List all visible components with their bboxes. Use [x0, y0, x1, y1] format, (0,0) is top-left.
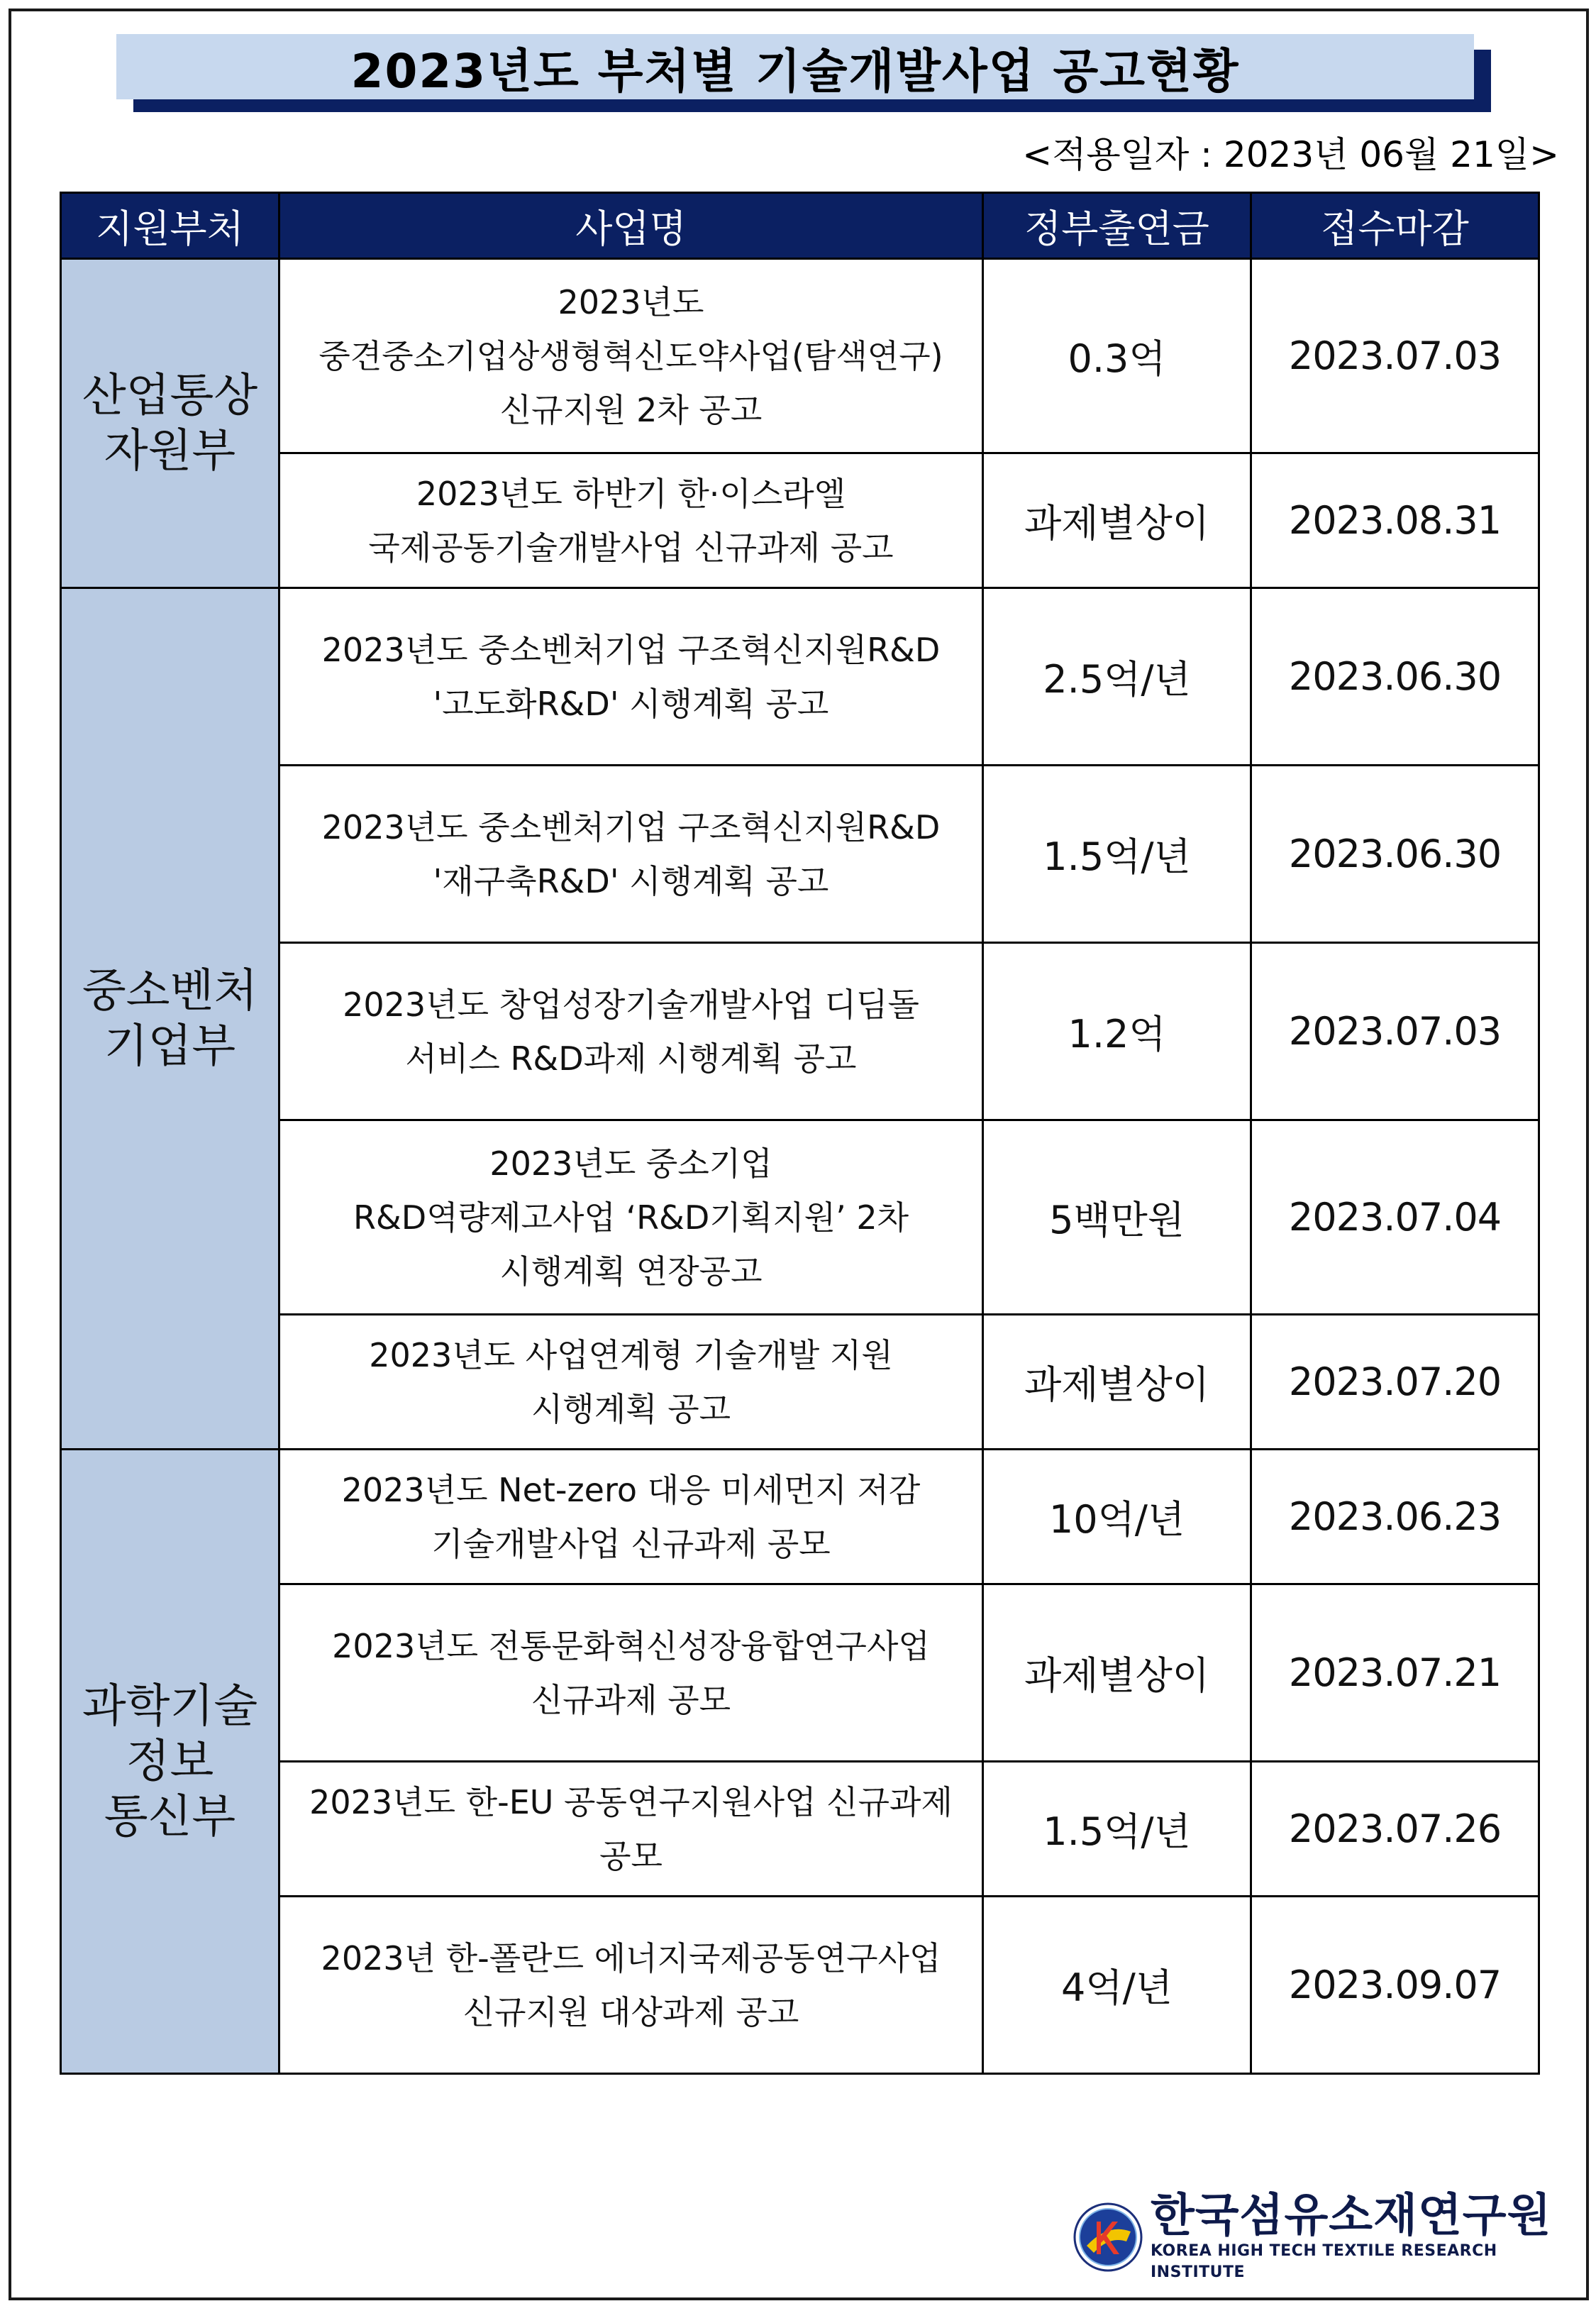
- effective-date: <적용일자 : 2023년 06월 21일>: [1022, 134, 1559, 175]
- funding-cell: 1.5억/년: [983, 1762, 1251, 1897]
- project-cell: 2023년도 사업연계형 기술개발 지원 시행계획 공고: [279, 1315, 983, 1450]
- project-cell: 2023년도 하반기 한·이스라엘 국제공동기술개발사업 신규과제 공고: [279, 453, 983, 588]
- table-row: [61, 1584, 1539, 1762]
- table-row: [61, 588, 1539, 766]
- project-cell: 2023년도 창업성장기술개발사업 디딤돌 서비스 R&D과제 시행계획 공고: [279, 943, 983, 1120]
- table-row: [61, 1120, 1539, 1315]
- header-funding: 정부출연금: [983, 193, 1251, 259]
- table-row: [61, 1897, 1539, 2074]
- deadline-cell: 2023.06.30: [1251, 766, 1539, 943]
- deadline-cell: 2023.07.21: [1251, 1584, 1539, 1762]
- page-title: 2023년도 부처별 기술개발사업 공고현황: [116, 34, 1474, 99]
- funding-cell: 5백만원: [983, 1120, 1251, 1315]
- table-row: [61, 1315, 1539, 1450]
- table-row: [61, 1762, 1539, 1897]
- project-cell: 2023년도 한-EU 공동연구지원사업 신규과제 공모: [279, 1762, 983, 1897]
- deadline-cell: 2023.08.31: [1251, 453, 1539, 588]
- project-cell: 2023년도 전통문화혁신성장융합연구사업 신규과제 공모: [279, 1584, 983, 1762]
- project-cell: 2023년도 중소벤처기업 구조혁신지원R&D '고도화R&D' 시행계획 공고: [279, 588, 983, 766]
- funding-cell: 2.5억/년: [983, 588, 1251, 766]
- table-row: [61, 259, 1539, 453]
- funding-cell: 1.2억: [983, 943, 1251, 1120]
- deadline-cell: 2023.07.20: [1251, 1315, 1539, 1450]
- deadline-cell: 2023.06.23: [1251, 1450, 1539, 1584]
- institute-logo: [1073, 2190, 1555, 2281]
- funding-cell: 과제별상이: [983, 453, 1251, 588]
- project-cell: 2023년도 중소기업 R&D역량제고사업 ‘R&D기획지원’ 2차 시행계획 연장공고: [279, 1120, 983, 1315]
- funding-cell: 과제별상이: [983, 1584, 1251, 1762]
- funding-cell: 과제별상이: [983, 1315, 1251, 1450]
- table-header-row: [61, 193, 1539, 259]
- institute-name-en: KOREA HIGH TECH TEXTILE RESEARCH INSTITUTE: [1151, 2242, 1497, 2281]
- deadline-cell: 2023.09.07: [1251, 1897, 1539, 2074]
- project-cell: 2023년도 중견중소기업상생형혁신도약사업(탐색연구) 신규지원 2차 공고: [279, 259, 983, 453]
- funding-cell: 0.3억: [983, 259, 1251, 453]
- deadline-cell: 2023.06.30: [1251, 588, 1539, 766]
- department-cell: 과학기술 정보 통신부: [61, 1450, 279, 2074]
- header-department: 지원부처: [61, 193, 279, 259]
- project-cell: 2023년도 Net-zero 대응 미세먼지 저감 기술개발사업 신규과제 공모: [279, 1450, 983, 1584]
- department-cell: 산업통상 자원부: [61, 259, 279, 588]
- funding-cell: 1.5억/년: [983, 766, 1251, 943]
- department-cell: 중소벤처 기업부: [61, 588, 279, 1450]
- table-row: [61, 943, 1539, 1120]
- table-row: [61, 1450, 1539, 1584]
- deadline-cell: 2023.07.03: [1251, 259, 1539, 453]
- institute-name-kr: 한국섬유소재연구원: [1151, 2190, 1552, 2242]
- header-project: 사업명: [279, 193, 983, 259]
- header-deadline: 접수마감: [1251, 193, 1539, 259]
- deadline-cell: 2023.07.04: [1251, 1120, 1539, 1315]
- project-cell: 2023년도 중소벤처기업 구조혁신지원R&D '재구축R&D' 시행계획 공고: [279, 766, 983, 943]
- project-cell: 2023년 한-폴란드 에너지국제공동연구사업 신규지원 대상과제 공고: [279, 1897, 983, 2074]
- table-row: [61, 453, 1539, 588]
- funding-cell: 10억/년: [983, 1450, 1251, 1584]
- announcement-table: [60, 192, 1540, 2075]
- table-row: [61, 766, 1539, 943]
- deadline-cell: 2023.07.26: [1251, 1762, 1539, 1897]
- institute-emblem-icon: [1073, 2202, 1143, 2273]
- funding-cell: 4억/년: [983, 1897, 1251, 2074]
- deadline-cell: 2023.07.03: [1251, 943, 1539, 1120]
